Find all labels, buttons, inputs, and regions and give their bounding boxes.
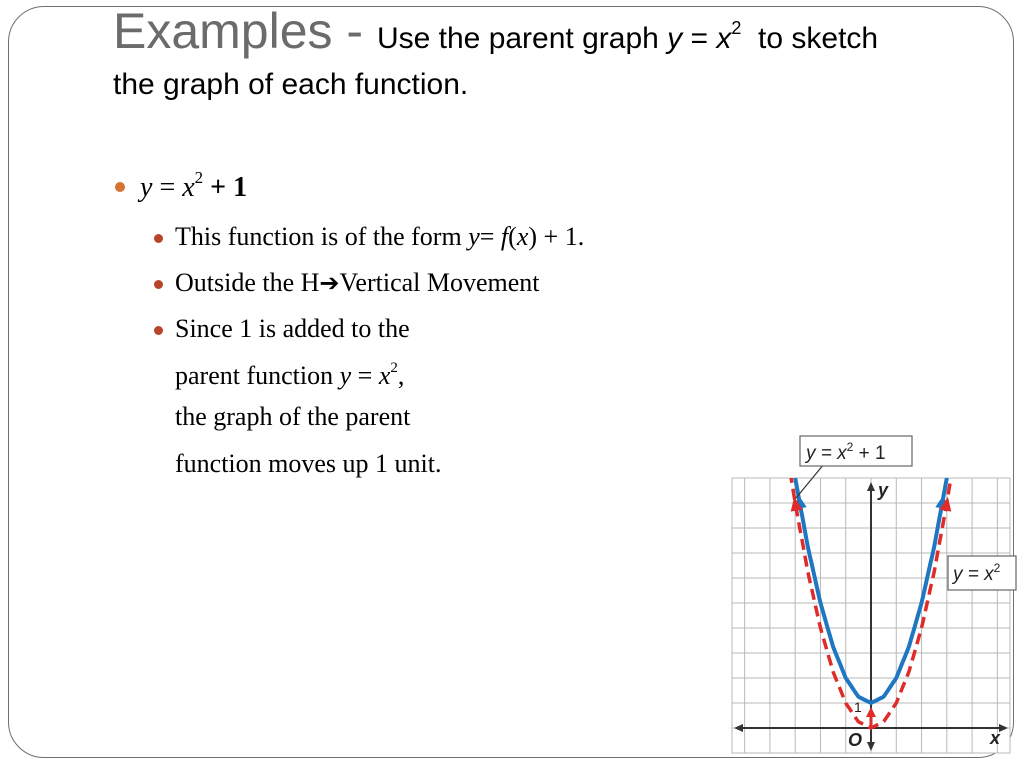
axis-label-y: y	[878, 480, 889, 500]
origin-label: O	[848, 730, 863, 750]
axis-label-x: x	[990, 728, 1001, 748]
sub-bullet-explain-line4: function moves up 1 unit.	[175, 449, 442, 478]
sub-bullet-form	[175, 222, 584, 252]
explain-text: parent function	[175, 361, 340, 390]
parabola-graph	[726, 430, 1018, 758]
label-parent: $y = x^2$	[953, 561, 1001, 585]
slide-title	[113, 2, 878, 60]
eq-exponent: 2	[194, 168, 204, 187]
title-eq: =	[682, 22, 717, 55]
title-line-2: the graph of each function.	[113, 68, 469, 101]
title-instruction	[376, 18, 879, 55]
explain-comma: ,	[397, 361, 405, 390]
title-examples: Examples -	[113, 3, 377, 59]
tick-label-one: 1	[854, 699, 862, 715]
form-equals: =	[479, 222, 501, 251]
arrow-right-icon: ➔	[319, 269, 340, 297]
eq-var-y: y	[140, 172, 153, 203]
sub-bullet-dot	[154, 280, 163, 289]
bullet-dot	[115, 182, 125, 192]
eq-equals: =	[152, 172, 183, 203]
movement-text-a: Outside the H	[175, 268, 320, 297]
form-paren-open: (	[508, 222, 517, 251]
form-var-y: y	[468, 222, 480, 251]
sub-bullet-dot	[154, 234, 163, 243]
title-exponent: 2	[731, 18, 742, 38]
sub-bullet-explain-line3: the graph of the parent	[175, 402, 411, 431]
movement-text-b: Vertical Movement	[339, 268, 540, 297]
title-text-b: to sketch	[741, 22, 879, 55]
explain-equals: =	[351, 361, 379, 390]
title-var-x: x	[716, 22, 732, 55]
form-var-x: x	[516, 222, 529, 251]
sub-bullet-movement	[175, 268, 540, 298]
label-shifted: $y = x^2 + 1$	[806, 440, 886, 464]
form-rest: + 1.	[537, 222, 585, 251]
title-var-y: y	[667, 22, 683, 55]
form-paren-close: )	[528, 222, 538, 251]
explain-var-x: x	[378, 361, 391, 390]
form-text: This function is of the form	[175, 222, 469, 251]
sub-bullet-explain-line1: Since 1 is added to the	[175, 314, 410, 343]
explain-var-y: y	[339, 361, 352, 390]
bullet-equation	[140, 168, 247, 204]
sub-bullet-explain-line2	[175, 360, 404, 391]
title-text-a: Use the parent graph	[376, 22, 668, 55]
form-func-f: f	[500, 222, 509, 251]
eq-constant: + 1	[203, 172, 248, 203]
eq-var-x: x	[182, 172, 195, 203]
sub-bullet-dot	[154, 326, 163, 335]
explain-exponent: 2	[390, 360, 398, 376]
